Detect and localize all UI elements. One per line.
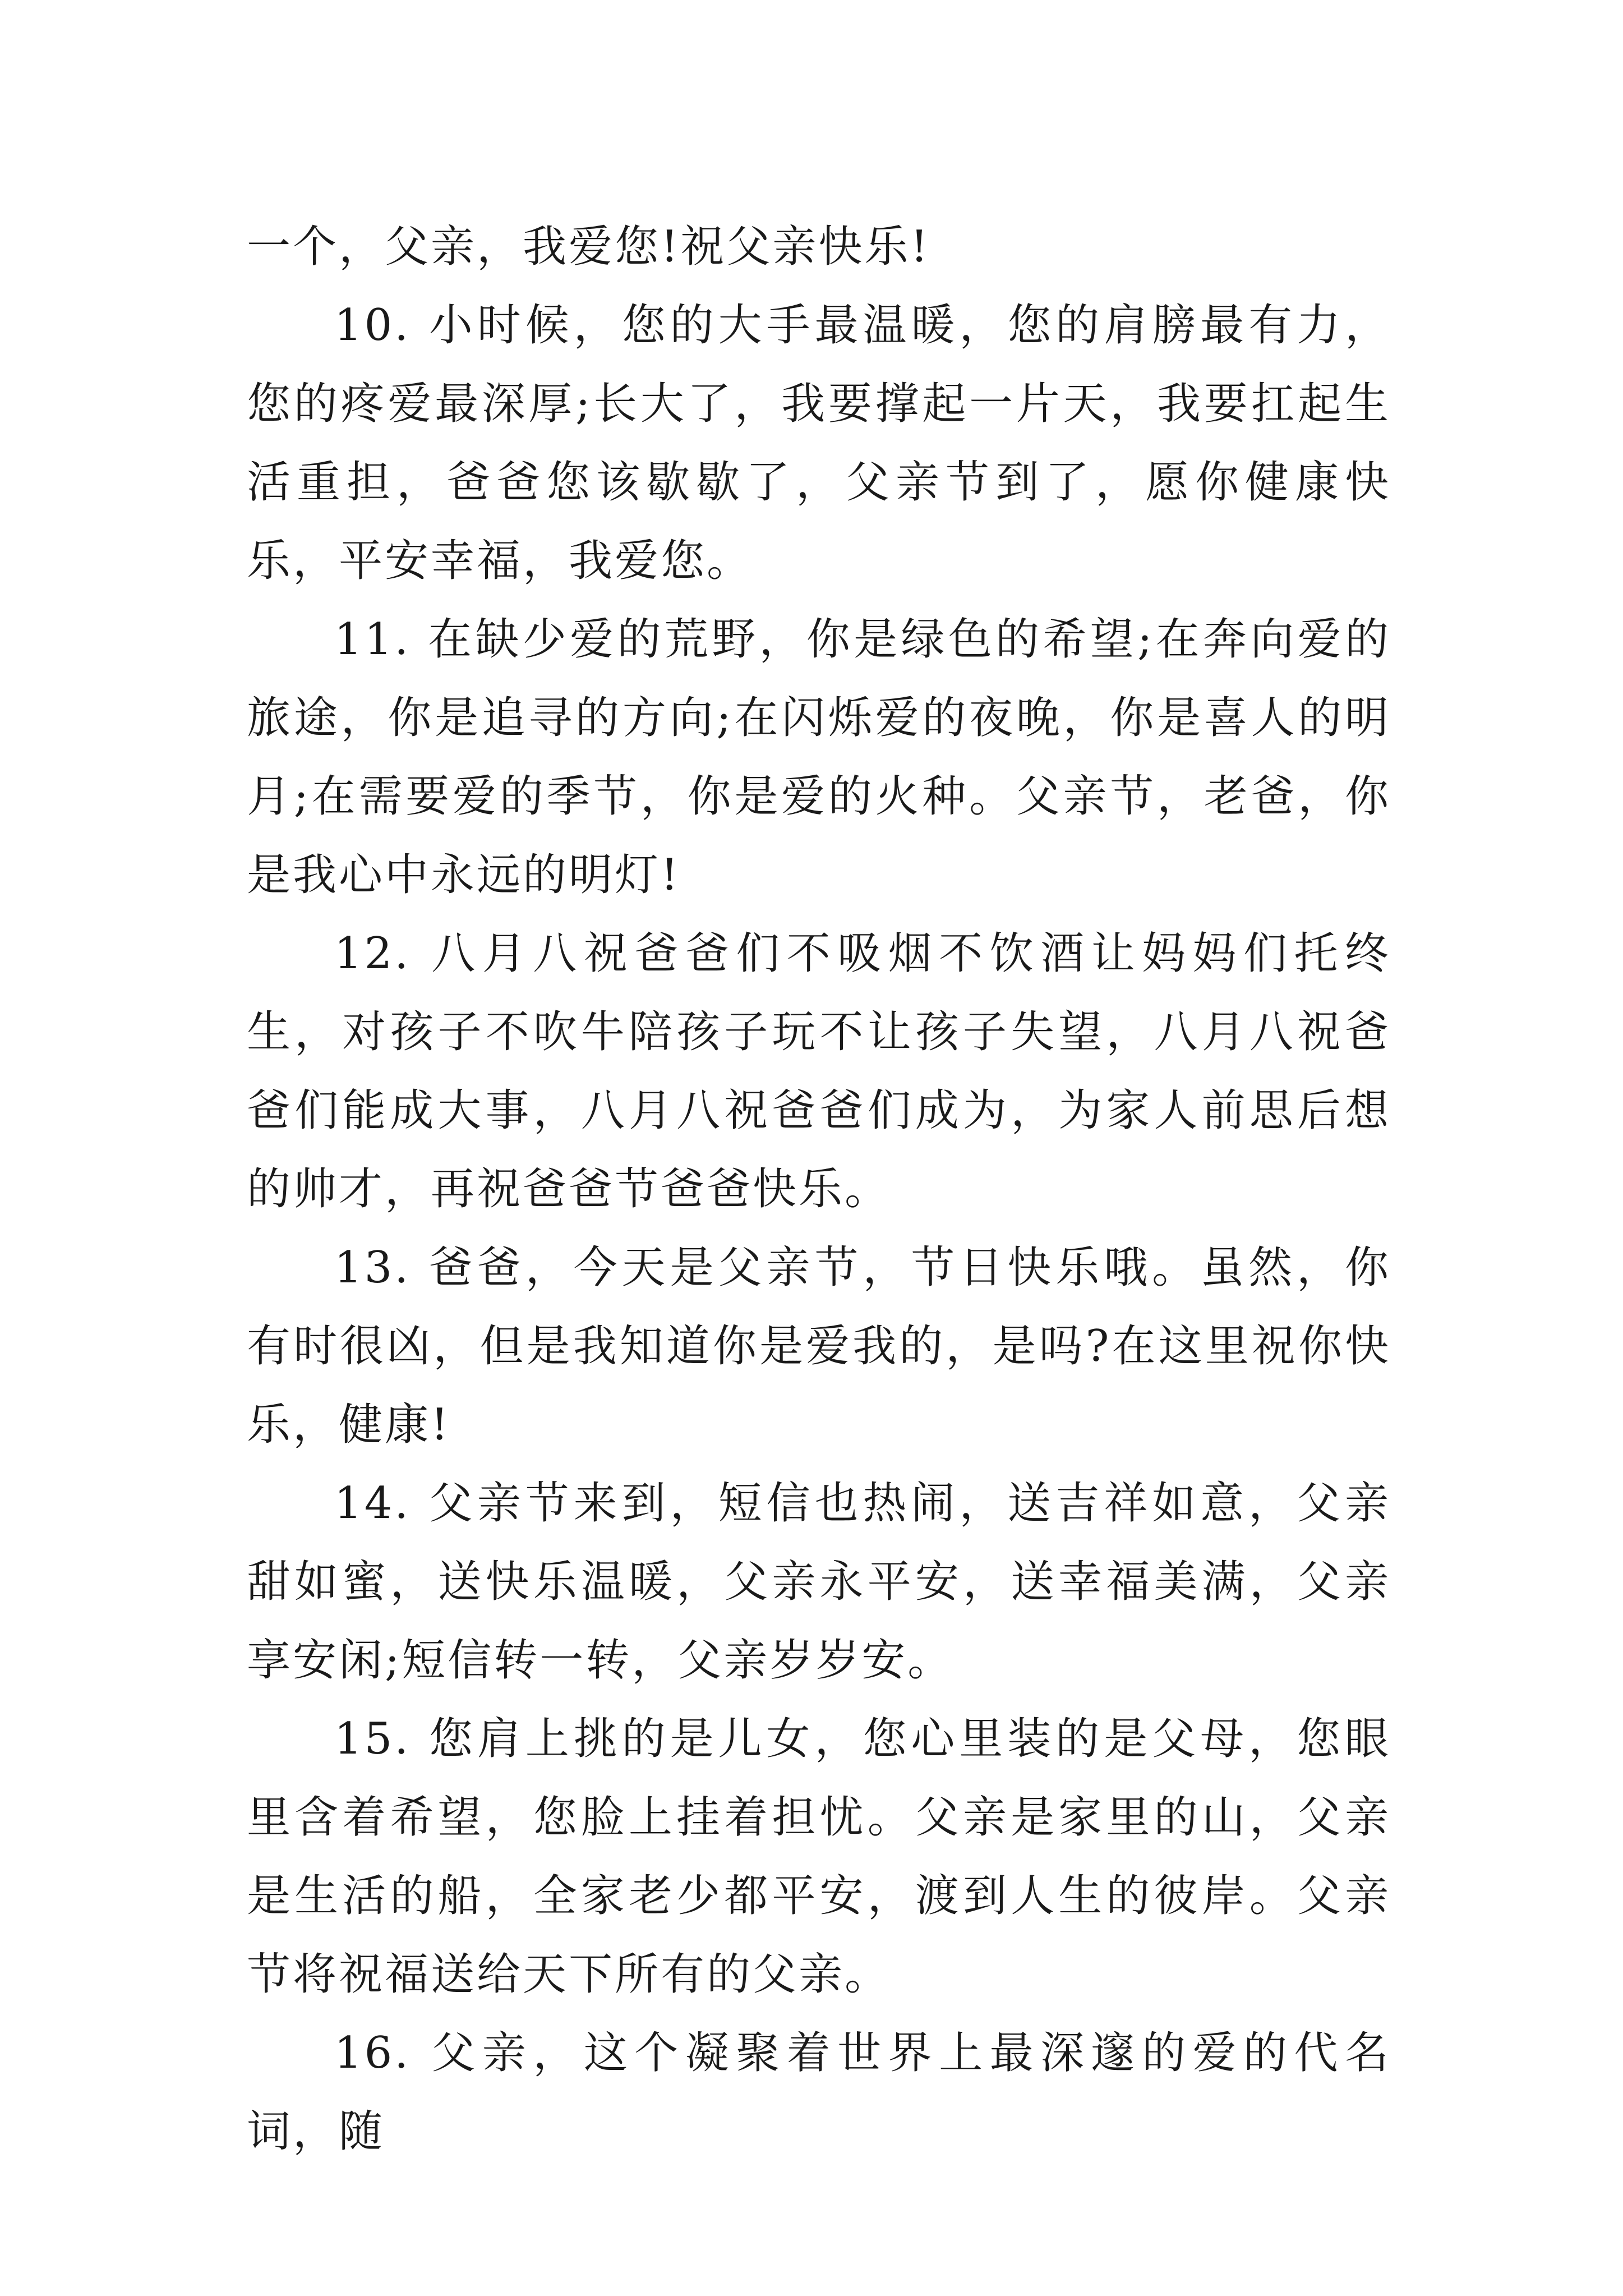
paragraph-item-16: 16. 父亲，这个凝聚着世界上最深邃的爱的代名词，随 [247,2028,1391,2157]
paragraph-item-15: 15. 您肩上挑的是儿女，您心里装的是父母，您眼里含着希望，您脸上挂着担忧。父亲是家里的山，父亲是生活的船，全家老少都平安，渡到人生的彼岸。父亲节将祝福送给天下所有的父亲。 [247,1714,1391,2000]
paragraph-item-10: 10. 小时候，您的大手最温暖，您的肩膀最有力，您的疼爱最深厚;长大了，我要撑起一片天，我要扛起生活重担，爸爸您该歇歇了，父亲节到了，愿你健康快乐，平安幸福，我爱您。 [247,300,1391,586]
paragraph-continuation: 一个，父亲，我爱您!祝父亲快乐! [247,222,930,272]
paragraph-item-11: 11. 在缺少爱的荒野，你是绿色的希望;在奔向爱的旅途，你是追寻的方向;在闪烁爱的夜晚，你是喜人的明月;在需要爱的季节，你是爱的火种。父亲节，老爸，你是我心中永远的明灯! [247,614,1391,900]
paragraph-item-12: 12. 八月八祝爸爸们不吸烟不饮酒让妈妈们托终生，对孩子不吹牛陪孩子玩不让孩子失望，八月八祝爸爸们能成大事，八月八祝爸爸们成为，为家人前思后想的帅才，再祝爸爸节爸爸快乐。 [247,928,1391,1214]
document-body [247,208,1391,2171]
paragraph-item-14: 14. 父亲节来到，短信也热闹，送吉祥如意，父亲甜如蜜，送快乐温暖，父亲永平安，送幸福美满，父亲享安闲;短信转一转，父亲岁岁安。 [247,1478,1391,1686]
paragraph-item-13: 13. 爸爸，今天是父亲节，节日快乐哦。虽然，你有时很凶，但是我知道你是爱我的，是吗?在这里祝你快乐，健康! [247,1243,1391,1450]
